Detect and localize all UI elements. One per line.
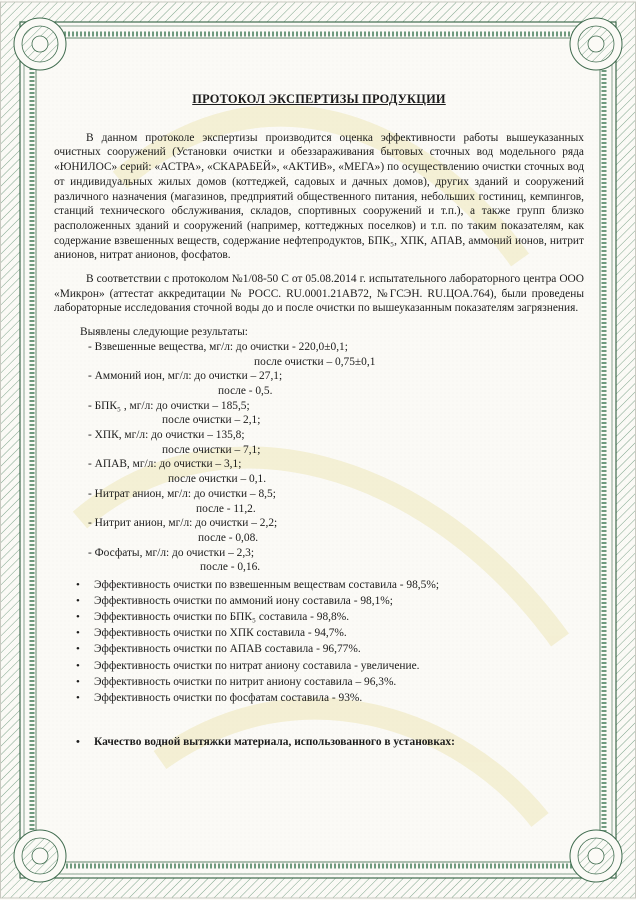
result-item: - АПАВ, мг/л: до очистки – 3,1; после очистки – 0,1. (88, 458, 267, 486)
paragraph-scope: В данном протоколе экспертизы производится оценка эффективности работы вышеуказанных очистных сооружений (Установки очистки и обеззараживания бытовых сточных вод модельного ряда «ЮНИЛОС» серий: «АСТРА», «СКАРАБЕЙ», «АКТИВ», «МЕГА») по осуществлению очистки сточных вод от индивидуальных жилых домов (коттеджей, садовых и дачных домов), других зданий и сооружений различного назначения (магазинов, предприятий общественного питания, небольших гостиниц, кемпингов, станций технического обслуживания, складов, спортивных сооружений и т.п.), а также групп близко расположенных зданий и сооружений (например, коттеджных поселков) и т.п. по таким показателям, как содержание взвешенных веществ, содержание нефтепродуктов, БПК₅, ХПК, АПАВ, аммоний ионов, нитрит анионов, нитрат анионов, фосфатов. (54, 131, 584, 262)
efficiency-item: • Эффективность очистки по аммоний иону составила - 98,1%; (76, 595, 393, 608)
corner-ornament-bottom-right (570, 830, 622, 882)
results-list (54, 340, 584, 575)
efficiency-item: • Эффективность очистки по нитрат аниону составила - увеличение. (76, 659, 420, 672)
result-item: - БПК₅ , мг/л: до очистки – 185,5; после очистки – 2,1; (88, 399, 261, 427)
bullet-icon: • (76, 627, 80, 640)
efficiency-list (54, 578, 584, 705)
bullet-icon: • (76, 643, 80, 656)
bullet-icon: • (76, 595, 80, 608)
efficiency-item: • Эффективность очистки по взвешенным веществам составила - 98,5%; (76, 579, 440, 592)
result-item: - Нитрит анион, мг/л: до очистки – 2,2; после - 0,08. (88, 517, 278, 544)
result-item: - Фосфаты, мг/л: до очистки – 2,3; после - 0,16. (88, 546, 261, 574)
document-title: ПРОТОКОЛ ЭКСПЕРТИЗЫ ПРОДУКЦИИ (192, 92, 446, 106)
efficiency-item: • Эффективность очистки по БПК₅ составила - 98,8%. (76, 611, 350, 624)
results-intro: Выявлены следующие результаты: (80, 326, 248, 339)
bullet-icon: • (76, 659, 80, 672)
efficiency-item: • Эффективность очистки по ХПК составила - 94,7%. (76, 627, 347, 640)
bullet-icon: • (76, 675, 80, 688)
efficiency-item: • Эффективность очистки по АПАВ составила - 96,77%. (76, 643, 361, 656)
bullet-icon: • (76, 579, 80, 592)
result-item: - ХПК, мг/л: до очистки – 135,8; после очистки – 7,1; (88, 429, 261, 456)
bullet-icon: • (76, 736, 80, 749)
corner-ornament-bottom-left (14, 830, 66, 882)
efficiency-item: • Эффективность очистки по фосфатам составила - 93%. (76, 691, 363, 704)
quality-heading: • Качество водной вытяжки материала, использованного в установках: (76, 736, 455, 749)
corner-ornament-top-left (14, 18, 66, 70)
efficiency-item: • Эффективность очистки по нитрит аниону составила – 96,3%. (76, 675, 397, 688)
result-item: - Взвешенные вещества, мг/л: до очистки - 220,0±0,1; после очистки – 0,75±0,1 (88, 340, 376, 368)
result-item: - Нитрат анион, мг/л: до очистки – 8,5; после - 11,2. (88, 487, 276, 515)
corner-ornament-top-right (570, 18, 622, 70)
bullet-icon: • (76, 611, 80, 624)
result-item: - Аммоний ион, мг/л: до очистки – 27,1; после - 0,5. (88, 370, 283, 397)
paragraph-lab-protocol: В соответствии с протоколом №1/08-50 С от 05.08.2014 г. испытательного лабораторного центра ООО «Микрон» (аттестат аккредитации № РОСС. RU.0001.21АВ72, №ГСЭН. RU.ЦОА.764), были проведены лабораторные исследования сточной воды до и после очистки по вышеуказанным показателям загрязнения. (54, 273, 584, 315)
bullet-icon: • (76, 691, 80, 704)
document-body (54, 92, 584, 750)
